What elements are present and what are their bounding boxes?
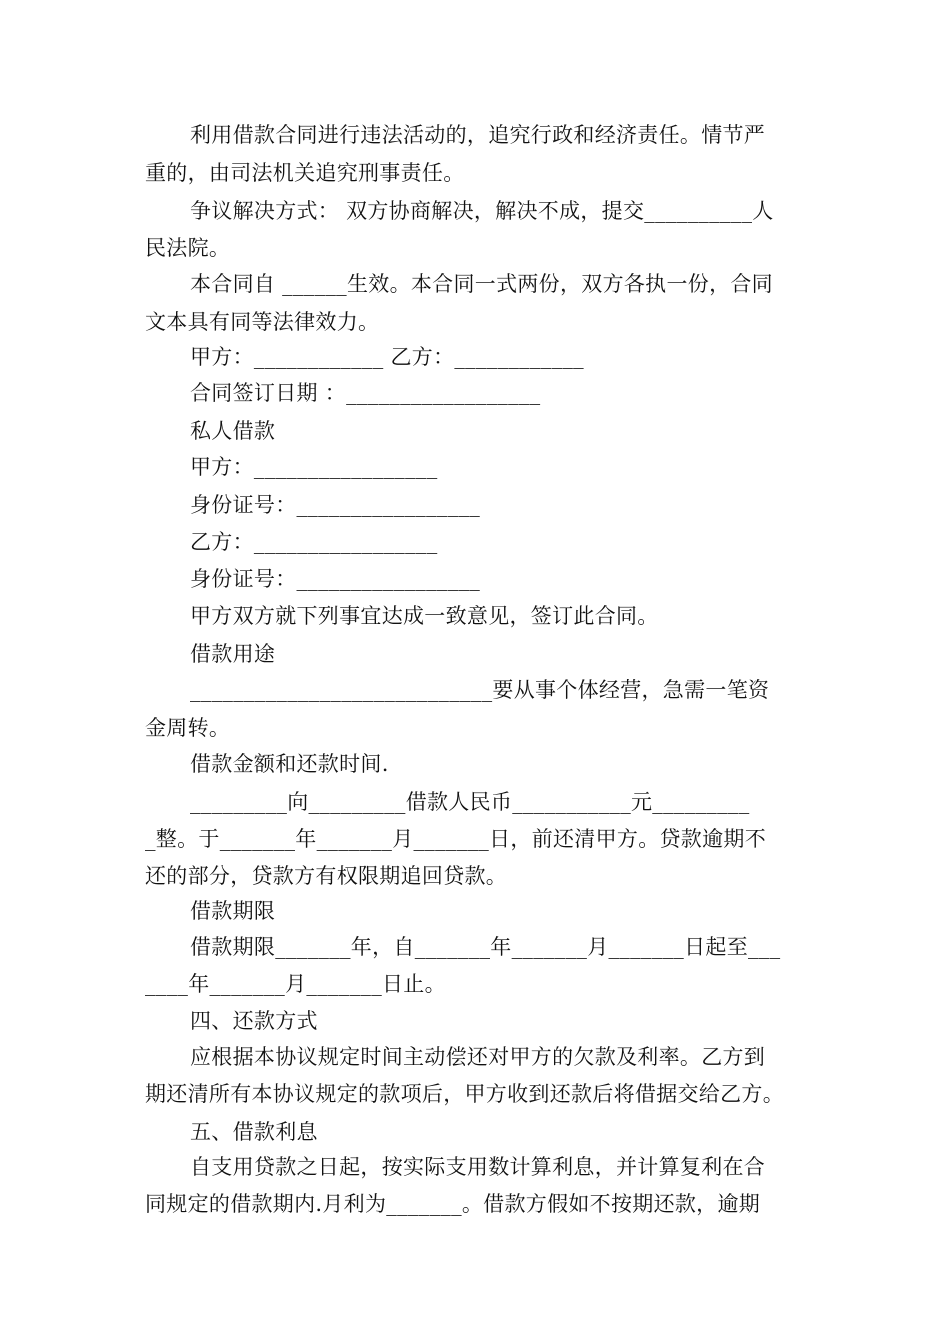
paragraph-line: 同规定的借款期内.月利为_______。借款方假如不按期还款，逾期 <box>145 1192 761 1216</box>
section-heading: 借款用途 <box>190 642 276 666</box>
signature-parties-line: 甲方：____________ 乙方：____________ <box>190 345 584 369</box>
party-b-id-line: 身份证号：_________________ <box>190 567 481 591</box>
paragraph-line: 重的，由司法机关追究刑事责任。 <box>145 161 465 185</box>
paragraph-line: 应根据本协议规定时间主动偿还对甲方的欠款及利率。乙方到 <box>190 1045 766 1069</box>
party-b-line: 乙方：_________________ <box>190 530 438 554</box>
paragraph-line: 金周转。 <box>145 716 231 740</box>
paragraph-line: 期还清所有本协议规定的款项后，甲方收到还款后将借据交给乙方。 <box>145 1082 784 1106</box>
paragraph-line: _________向_________借款人民币___________元_________ <box>190 790 750 814</box>
paragraph-line: 争议解决方式： 双方协商解决，解决不成，提交__________人 <box>190 199 774 223</box>
paragraph-line: 还的部分，贷款方有权限期追回贷款。 <box>145 864 508 888</box>
paragraph-line: 利用借款合同进行违法活动的，追究行政和经济责任。情节严 <box>190 123 766 147</box>
paragraph-line: 民法院。 <box>145 236 231 260</box>
section-heading: 四、还款方式 <box>190 1009 318 1033</box>
paragraph-line: ____年_______月_______日止。 <box>145 972 446 996</box>
party-a-id-line: 身份证号：_________________ <box>190 493 481 517</box>
party-a-line: 甲方：_________________ <box>190 455 438 479</box>
section-heading: 借款期限 <box>190 899 276 923</box>
paragraph-line: 本合同自 ______生效。本合同一式两份，双方各执一份，合同 <box>190 272 773 296</box>
section-heading: 私人借款 <box>190 419 276 443</box>
paragraph-line: 借款期限_______年，自_______年_______月_______日起至___ <box>190 935 781 959</box>
paragraph-line: _整。于_______年_______月_______日，前还清甲方。贷款逾期不 <box>145 827 766 851</box>
section-heading: 借款金额和还款时间. <box>190 752 389 776</box>
section-heading: 五、借款利息 <box>190 1120 318 1144</box>
paragraph-line: 甲方双方就下列事宜达成一致意见，签订此合同。 <box>190 604 659 628</box>
signing-date-line: 合同签订日期 ：__________________ <box>190 381 541 405</box>
paragraph-line: ____________________________要从事个体经营，急需一笔资 <box>190 678 770 702</box>
paragraph-line: 文本具有同等法律效力。 <box>145 310 380 334</box>
paragraph-line: 自支用贷款之日起，按实际支用数计算利息，并计算复利在合 <box>190 1155 766 1179</box>
